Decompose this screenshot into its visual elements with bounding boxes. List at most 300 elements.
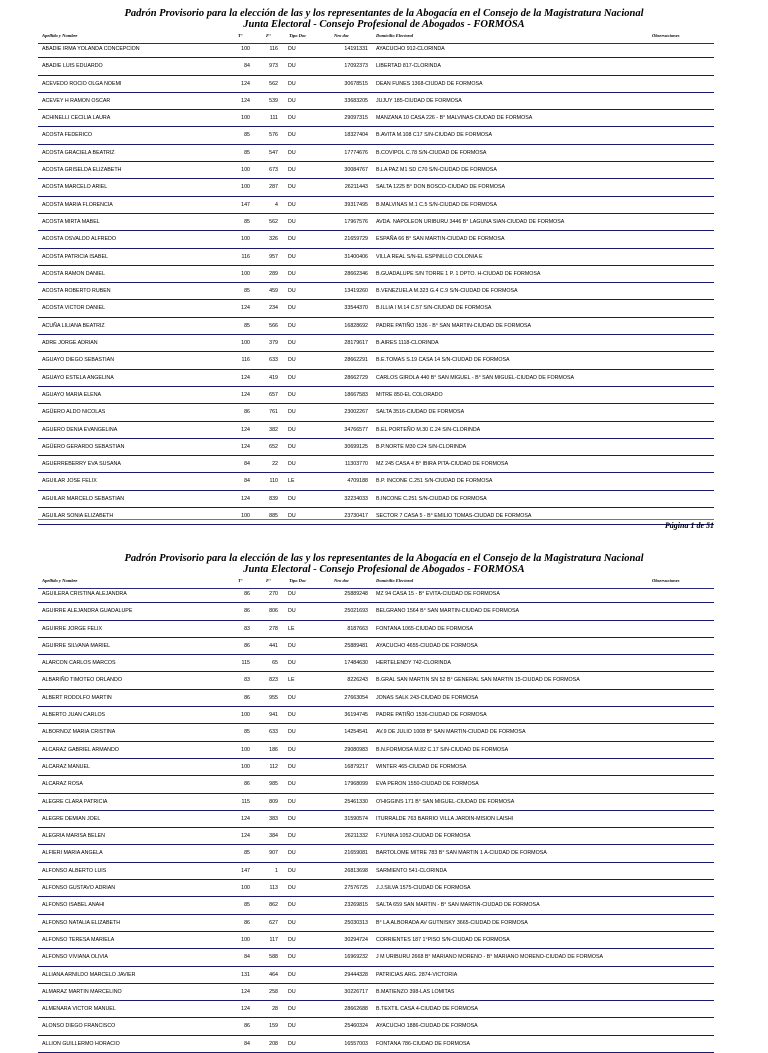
folio-number: 208 <box>269 1040 278 1047</box>
doc-number: 14191331 <box>344 46 368 52</box>
doc-number: 18327404 <box>344 132 368 139</box>
electoral-address: MITRE 850-EL COLORADO <box>376 391 443 398</box>
column-header-folio: F° <box>266 578 271 583</box>
column-header-doc-type: Tipo Doc <box>289 33 307 38</box>
voter-name: AGUAYO MARIA ELENA <box>42 391 102 398</box>
doc-number: 31400406 <box>344 253 368 260</box>
tomo-number: 124 <box>241 97 250 104</box>
table-row <box>38 1001 714 1018</box>
voter-name: ALLIANA ARNILDO MARCELO JAVIER <box>42 971 136 978</box>
folio-number: 464 <box>269 971 278 978</box>
doc-number: 25460324 <box>344 1023 368 1030</box>
doc-type: DU <box>288 591 296 597</box>
tomo-number: 86 <box>244 919 250 926</box>
doc-type: DU <box>288 46 296 52</box>
voter-name: ALMARAZ MARTIN MARCELINO <box>42 988 122 995</box>
tomo-number: 86 <box>244 642 250 649</box>
folio-number: 289 <box>269 270 278 277</box>
doc-number: 30084767 <box>344 167 368 174</box>
tomo-number: 147 <box>241 201 250 208</box>
table-row <box>38 828 714 845</box>
table-row <box>38 491 714 508</box>
folio-number: 383 <box>269 815 278 822</box>
title-line-1: Padrón Provisorio para la elección de las y los representantes de la Abogacía en el Consejo de la Magistratura Nacional <box>124 553 644 564</box>
table-row <box>38 586 714 603</box>
doc-number: 26211443 <box>344 184 368 191</box>
voter-name: AGUIRRE SILVANA MARIEL <box>42 642 111 649</box>
doc-type: DU <box>288 954 296 961</box>
doc-number: 17967576 <box>344 218 368 225</box>
table-row <box>38 724 714 741</box>
table-row <box>38 456 714 473</box>
title-line-2: Junta Electoral - Consejo Profesional de Abogados - FORMOSA <box>243 564 525 575</box>
folio-number: 234 <box>269 305 278 312</box>
doc-number: 16557003 <box>344 1040 368 1047</box>
table-row <box>38 811 714 828</box>
voter-name: ACOSTA ROBERTO RUBEN <box>42 288 111 295</box>
doc-number: 29080983 <box>344 746 368 753</box>
doc-number: 25889481 <box>344 642 368 649</box>
doc-number: 4709188 <box>347 478 368 485</box>
table-row <box>38 845 714 862</box>
tomo-number: 85 <box>244 850 250 857</box>
table-row <box>38 249 714 266</box>
doc-type: DU <box>288 902 296 909</box>
voter-name: ALEGRIA MARISA BELEN <box>42 833 105 840</box>
table-row <box>38 197 714 214</box>
folio-number: 287 <box>269 184 278 191</box>
table-row <box>38 603 714 620</box>
tomo-number: 86 <box>244 409 250 416</box>
doc-type: DU <box>288 218 296 225</box>
doc-type: DU <box>288 253 296 260</box>
doc-type: DU <box>288 288 296 295</box>
tomo-number: 115 <box>241 798 250 805</box>
column-header-row <box>0 577 768 586</box>
electoral-address: SECTOR 7 CASA 5 - B° EMILIO TOMAS-CIUDAD DE FORMOSA <box>376 513 532 520</box>
folio-number: 955 <box>269 694 278 701</box>
folio-number: 186 <box>269 746 278 753</box>
doc-type: DU <box>288 919 296 926</box>
folio-number: 673 <box>269 167 278 174</box>
doc-type: LE <box>288 677 295 684</box>
doc-number: 33683205 <box>344 97 368 104</box>
tomo-number: 100 <box>241 885 250 892</box>
doc-number: 31590574 <box>344 815 368 822</box>
folio-number: 627 <box>269 919 278 926</box>
voter-name: AGUILAR JOSE FELIX <box>42 478 97 485</box>
table-row <box>38 110 714 127</box>
electoral-address: SALTA 1225 B° DON BOSCO-CIUDAD DE FORMOSA <box>376 184 506 191</box>
voter-name: ACOSTA RAMON DANIEL <box>42 270 105 277</box>
electoral-address: JUJUY 185-CIUDAD DE FORMOSA <box>376 97 462 104</box>
table-row <box>38 162 714 179</box>
tomo-number: 100 <box>241 340 250 347</box>
table-row <box>38 655 714 672</box>
doc-number: 28662729 <box>344 374 368 381</box>
voter-name: ALARCON CARLOS MARCOS <box>42 660 116 667</box>
electoral-address: B.N.FORMOSA M.82 C.17 S/N-CIUDAD DE FORMOSA <box>376 746 509 753</box>
doc-number: 16969232 <box>344 954 368 961</box>
doc-number: 27576725 <box>344 885 368 892</box>
doc-number: 16828692 <box>344 322 368 329</box>
voter-name: ACHINELLI CECILIA LAURA <box>42 115 111 122</box>
tomo-number: 131 <box>241 971 250 978</box>
voter-name: ACOSTA MIRTA MABEL <box>42 218 100 225</box>
doc-type: DU <box>288 971 296 978</box>
doc-number: 28179617 <box>344 340 368 347</box>
electoral-address: B.COVIPOL C.78 S/N-CIUDAD DE FORMOSA <box>376 149 487 156</box>
folio-number: 1 <box>275 867 278 874</box>
table-row <box>38 473 714 490</box>
electoral-address: B.VENEZUELA M.323 G.4 C.9 S/N-CIUDAD DE FORMOSA <box>376 288 518 295</box>
electoral-address: AYACUCHO 1886-CIUDAD DE FORMOSA <box>376 1023 478 1030</box>
doc-type: DU <box>288 443 296 450</box>
folio-number: 112 <box>269 763 278 770</box>
voter-table <box>0 41 768 525</box>
tomo-number: 100 <box>241 513 250 520</box>
folio-number: 441 <box>269 642 278 649</box>
doc-number: 23730417 <box>344 513 368 520</box>
table-row <box>38 984 714 1001</box>
page-number: Página 1 de 51 <box>664 521 714 530</box>
doc-type: DU <box>288 642 296 649</box>
folio-number: 22 <box>272 461 278 468</box>
folio-number: 588 <box>269 954 278 961</box>
electoral-address: B.MALVINAS M.1 C.5 S/N-CIUDAD DE FORMOSA <box>376 201 497 208</box>
doc-number: 17092373 <box>344 63 368 70</box>
folio-number: 973 <box>269 63 278 70</box>
doc-type: DU <box>288 729 296 736</box>
tomo-number: 83 <box>244 677 250 684</box>
table-row <box>38 742 714 759</box>
tomo-number: 124 <box>241 426 250 433</box>
voter-name: ACOSTA FEDERICO <box>42 132 92 139</box>
table-row <box>38 1036 714 1053</box>
doc-type: LE <box>288 478 295 485</box>
voter-name: AGUERO DENIA EVANGELINA <box>42 426 118 433</box>
folio-number: 419 <box>269 374 278 381</box>
electoral-address: B.INCONE C.251 S/N-CIUDAD DE FORMOSA <box>376 495 487 502</box>
table-row <box>38 318 714 335</box>
table-row <box>38 932 714 949</box>
table-row <box>38 370 714 387</box>
doc-type: DU <box>288 608 296 615</box>
doc-number: 26813698 <box>344 867 368 874</box>
doc-type: DU <box>288 1023 296 1030</box>
voter-name: AGUAYO ESTELA ANGELINA <box>42 374 114 381</box>
voter-name: AGUILERA CRISTINA ALEJANDRA <box>42 591 127 597</box>
voter-name: ALBARIÑO TIMOTEO ORLANDO <box>42 677 122 684</box>
tomo-number: 100 <box>241 270 250 277</box>
table-row <box>38 690 714 707</box>
doc-number: 16879217 <box>344 763 368 770</box>
folio-number: 278 <box>269 625 278 632</box>
doc-number: 17774676 <box>344 149 368 156</box>
table-row <box>38 949 714 966</box>
folio-number: 459 <box>269 288 278 295</box>
folio-number: 258 <box>269 988 278 995</box>
tomo-number: 84 <box>244 63 250 70</box>
table-row <box>38 439 714 456</box>
doc-number: 23269815 <box>344 902 368 909</box>
doc-type: DU <box>288 1006 296 1013</box>
column-header-doc-type: Tipo Doc <box>289 578 307 583</box>
doc-number: 11303770 <box>344 461 368 468</box>
doc-type: DU <box>288 815 296 822</box>
tomo-number: 85 <box>244 902 250 909</box>
doc-type: DU <box>288 746 296 753</box>
voter-name: ALFONSO VIVIANA OLIVIA <box>42 954 108 961</box>
tomo-number: 84 <box>244 461 250 468</box>
electoral-address: AVDA. NAPOLEON URIBURU 3446 B° LAGUNA SIAN-CIUDAD DE FORMOSA <box>376 218 565 225</box>
voter-name: ALFIERI MARIA ANGELA <box>42 850 103 857</box>
doc-type: DU <box>288 357 296 364</box>
footer-divider <box>38 519 714 520</box>
tomo-number: 124 <box>241 374 250 381</box>
folio-number: 657 <box>269 391 278 398</box>
doc-type: DU <box>288 426 296 433</box>
doc-type: DU <box>288 763 296 770</box>
doc-number: 25889248 <box>344 591 368 597</box>
tomo-number: 100 <box>241 712 250 719</box>
electoral-address: AV.9 DE JULIO 1008 B° SAN MARTIN-CIUDAD DE FORMOSA <box>376 729 526 736</box>
voter-name: ALEGRE CLARA PATRICIA <box>42 798 108 805</box>
electoral-address: VILLA REAL S/N-EL ESPINILLO COLONIA E <box>376 253 483 260</box>
doc-type: DU <box>288 201 296 208</box>
table-row <box>38 897 714 914</box>
electoral-address: MZ 245 CASA 4 B° IBIRA PITA-CIUDAD DE FORMOSA <box>376 461 509 468</box>
folio-number: 562 <box>269 80 278 87</box>
folio-number: 761 <box>269 409 278 416</box>
doc-type: DU <box>288 660 296 667</box>
table-row <box>38 266 714 283</box>
folio-number: 4 <box>275 201 278 208</box>
tomo-number: 116 <box>241 253 250 260</box>
tomo-number: 124 <box>241 443 250 450</box>
tomo-number: 83 <box>244 625 250 632</box>
table-row <box>38 794 714 811</box>
table-row <box>38 214 714 231</box>
electoral-address: CORRIENTES 187 1°PISO S/N-CIUDAD DE FORMOSA <box>376 936 510 943</box>
tomo-number: 100 <box>241 184 250 191</box>
column-header-name: Apellido y Nombre <box>42 578 78 583</box>
table-row <box>38 58 714 75</box>
tomo-number: 115 <box>241 660 250 667</box>
voter-name: ALFONSO ALBERTO LUIS <box>42 867 107 874</box>
doc-type: DU <box>288 833 296 840</box>
voter-name: ALFONSO NATALIA ELIZABETH <box>42 919 121 926</box>
table-row <box>38 967 714 984</box>
folio-number: 839 <box>269 495 278 502</box>
voter-name: ACOSTA OSVALDO ALFREDO <box>42 236 116 243</box>
doc-number: 8226243 <box>347 677 368 684</box>
doc-type: DU <box>288 495 296 502</box>
electoral-address: JONAS SALK 243-CIUDAD DE FORMOSA <box>376 694 479 701</box>
tomo-number: 124 <box>241 305 250 312</box>
voter-name: ADRE JORGE ADRIAN <box>42 340 98 347</box>
doc-type: DU <box>288 236 296 243</box>
table-row <box>38 93 714 110</box>
electoral-address: WINTER 465-CIUDAD DE FORMOSA <box>376 763 467 770</box>
electoral-address: B.GRAL SAN MARTIN SN 52 B° GENERAL SAN MARTIN 15-CIUDAD DE FORMOSA <box>376 677 580 684</box>
doc-type: DU <box>288 798 296 805</box>
table-row <box>38 759 714 776</box>
electoral-address: B.E.TOMAS S.19 CASA 14 S/N-CIUDAD DE FORMOSA <box>376 357 510 364</box>
tomo-number: 124 <box>241 391 250 398</box>
electoral-address: CARLOS GIROLA 440 B° SAN MIGUEL - B° SAN MIGUEL-CIUDAD DE FORMOSA <box>376 374 575 381</box>
table-row <box>38 863 714 880</box>
doc-number: 14254541 <box>344 729 368 736</box>
document-page-2 <box>0 545 768 1047</box>
electoral-address: EVA PERON 1550-CIUDAD DE FORMOSA <box>376 781 479 788</box>
folio-number: 110 <box>269 478 278 485</box>
voter-name: ALEGRE DEMIAN JOEL <box>42 815 101 822</box>
electoral-address: AYACUCHO 912-CLORINDA <box>376 46 445 52</box>
doc-number: 29444328 <box>344 971 368 978</box>
voter-table <box>0 586 768 1053</box>
column-header-doc-number: Nro doc <box>334 33 350 38</box>
folio-number: 547 <box>269 149 278 156</box>
doc-type: DU <box>288 867 296 874</box>
folio-number: 633 <box>269 729 278 736</box>
electoral-address: B° LA ALBORADA AV GUTNISKY 3665-CIUDAD DE FORMOSA <box>376 919 528 926</box>
electoral-address: F.YUNKA 1052-CIUDAD DE FORMOSA <box>376 833 471 840</box>
table-row <box>38 127 714 144</box>
doc-type: DU <box>288 149 296 156</box>
folio-number: 379 <box>269 340 278 347</box>
table-row <box>38 283 714 300</box>
folio-number: 117 <box>269 936 278 943</box>
column-header-row <box>0 32 768 41</box>
table-row <box>38 638 714 655</box>
tomo-number: 85 <box>244 132 250 139</box>
tomo-number: 85 <box>244 288 250 295</box>
folio-number: 326 <box>269 236 278 243</box>
doc-number: 21659081 <box>344 850 368 857</box>
doc-type: DU <box>288 305 296 312</box>
table-row <box>38 621 714 638</box>
voter-name: AGÜERO ALDO NICOLAS <box>42 409 106 416</box>
folio-number: 806 <box>269 608 278 615</box>
voter-name: ALONSO DIEGO FRANCISCO <box>42 1023 116 1030</box>
doc-type: DU <box>288 409 296 416</box>
column-header-address: Domicilio Electoral <box>376 578 414 583</box>
folio-number: 809 <box>269 798 278 805</box>
doc-number: 28662688 <box>344 1006 368 1013</box>
doc-type: DU <box>288 167 296 174</box>
electoral-address: SALTA 659 SAN MARTIN - B° SAN MARTIN-CIUDAD DE FORMOSA <box>376 902 540 909</box>
doc-number: 18667583 <box>344 391 368 398</box>
tomo-number: 85 <box>244 149 250 156</box>
tomo-number: 124 <box>241 80 250 87</box>
column-header-tomo: T° <box>238 578 243 583</box>
tomo-number: 100 <box>241 763 250 770</box>
title-line-2: Junta Electoral - Consejo Profesional de Abogados - FORMOSA <box>243 19 525 30</box>
voter-name: ALCARAZ GABRIEL ARMANDO <box>42 746 119 753</box>
voter-name: ALCARAZ MANUEL <box>42 763 90 770</box>
doc-number: 33544370 <box>344 305 368 312</box>
doc-type: DU <box>288 132 296 139</box>
electoral-address: SARMIENTO 541-CLORINDA <box>376 867 447 874</box>
column-header-folio: F° <box>266 33 271 38</box>
electoral-address: MZ 94 CASA 15 - B° EVITA-CIUDAD DE FORMOSA <box>376 591 500 597</box>
electoral-address: B.GUADALUPE S/N TORRE 1 P. 1 DPTO. H-CIUDAD DE FORMOSA <box>376 270 541 277</box>
electoral-address: O'HIGGINS 171 B° SAN MIGUEL-CIUDAD DE FORMOSA <box>376 798 515 805</box>
electoral-address: B.TEXTIL CASA 4-CIUDAD DE FORMOSA <box>376 1006 478 1013</box>
table-row <box>38 1018 714 1035</box>
voter-name: ALFONSO GUSTAVO ADRIAN <box>42 885 116 892</box>
folio-number: 633 <box>269 357 278 364</box>
folio-number: 116 <box>269 46 278 52</box>
voter-name: ACOSTA VICTOR DANIEL <box>42 305 106 312</box>
electoral-address: B.AVITA M.108 C17 S/N-CIUDAD DE FORMOSA <box>376 132 493 139</box>
electoral-address: J.J.SILVA 1575-CIUDAD DE FORMOSA <box>376 885 471 892</box>
column-header-address: Domicilio Electoral <box>376 33 414 38</box>
table-row <box>38 422 714 439</box>
column-header-tomo: T° <box>238 33 243 38</box>
voter-name: ACOSTA MARCELO ARIEL <box>42 184 108 191</box>
doc-number: 8187663 <box>347 625 368 632</box>
doc-type: LE <box>288 625 295 632</box>
tomo-number: 124 <box>241 1006 250 1013</box>
voter-name: AGUAYO DIEGO SEBASTIAN <box>42 357 115 364</box>
doc-type: DU <box>288 115 296 122</box>
table-row <box>38 880 714 897</box>
doc-number: 17968099 <box>344 781 368 788</box>
electoral-address: PATRICIAS ARG. 2874-VICTORIA <box>376 971 458 978</box>
electoral-address: B.P. INCONE C.251 S/N-CIUDAD DE FORMOSA <box>376 478 493 485</box>
folio-number: 28 <box>272 1006 278 1013</box>
voter-name: ACOSTA GRACIELA BEATRIZ <box>42 149 115 156</box>
folio-number: 957 <box>269 253 278 260</box>
tomo-number: 124 <box>241 815 250 822</box>
tomo-number: 85 <box>244 729 250 736</box>
voter-name: AGUIRRE JORGE FELIX <box>42 625 103 632</box>
doc-type: DU <box>288 461 296 468</box>
table-row <box>38 41 714 58</box>
doc-number: 30678515 <box>344 80 368 87</box>
table-row <box>38 335 714 352</box>
tomo-number: 124 <box>241 495 250 502</box>
voter-name: ALCARAZ ROSA <box>42 781 83 788</box>
doc-type: DU <box>288 513 296 520</box>
tomo-number: 147 <box>241 867 250 874</box>
folio-number: 270 <box>269 591 278 597</box>
column-header-name: Apellido y Nombre <box>42 33 78 38</box>
doc-type: DU <box>288 391 296 398</box>
voter-name: ACOSTA GRISELDA ELIZABETH <box>42 167 122 174</box>
voter-name: ABADIE IRMA YOLANDA CONCEPCION <box>42 46 140 52</box>
electoral-address: HERTELENDY 742-CLORINDA <box>376 660 451 667</box>
page-title <box>0 0 768 30</box>
table-row <box>38 231 714 248</box>
tomo-number: 85 <box>244 322 250 329</box>
doc-type: DU <box>288 322 296 329</box>
folio-number: 111 <box>269 115 278 122</box>
doc-number: 34766577 <box>344 426 368 433</box>
page-title <box>0 545 768 575</box>
voter-name: ACOSTA PATRICIA ISABEL <box>42 253 108 260</box>
tomo-number: 85 <box>244 218 250 225</box>
voter-name: ACEVEDO ROCIO OLGA NOEMI <box>42 80 122 87</box>
folio-number: 985 <box>269 781 278 788</box>
doc-type: DU <box>288 885 296 892</box>
folio-number: 65 <box>272 660 278 667</box>
doc-number: 17484630 <box>344 660 368 667</box>
folio-number: 576 <box>269 132 278 139</box>
folio-number: 539 <box>269 97 278 104</box>
